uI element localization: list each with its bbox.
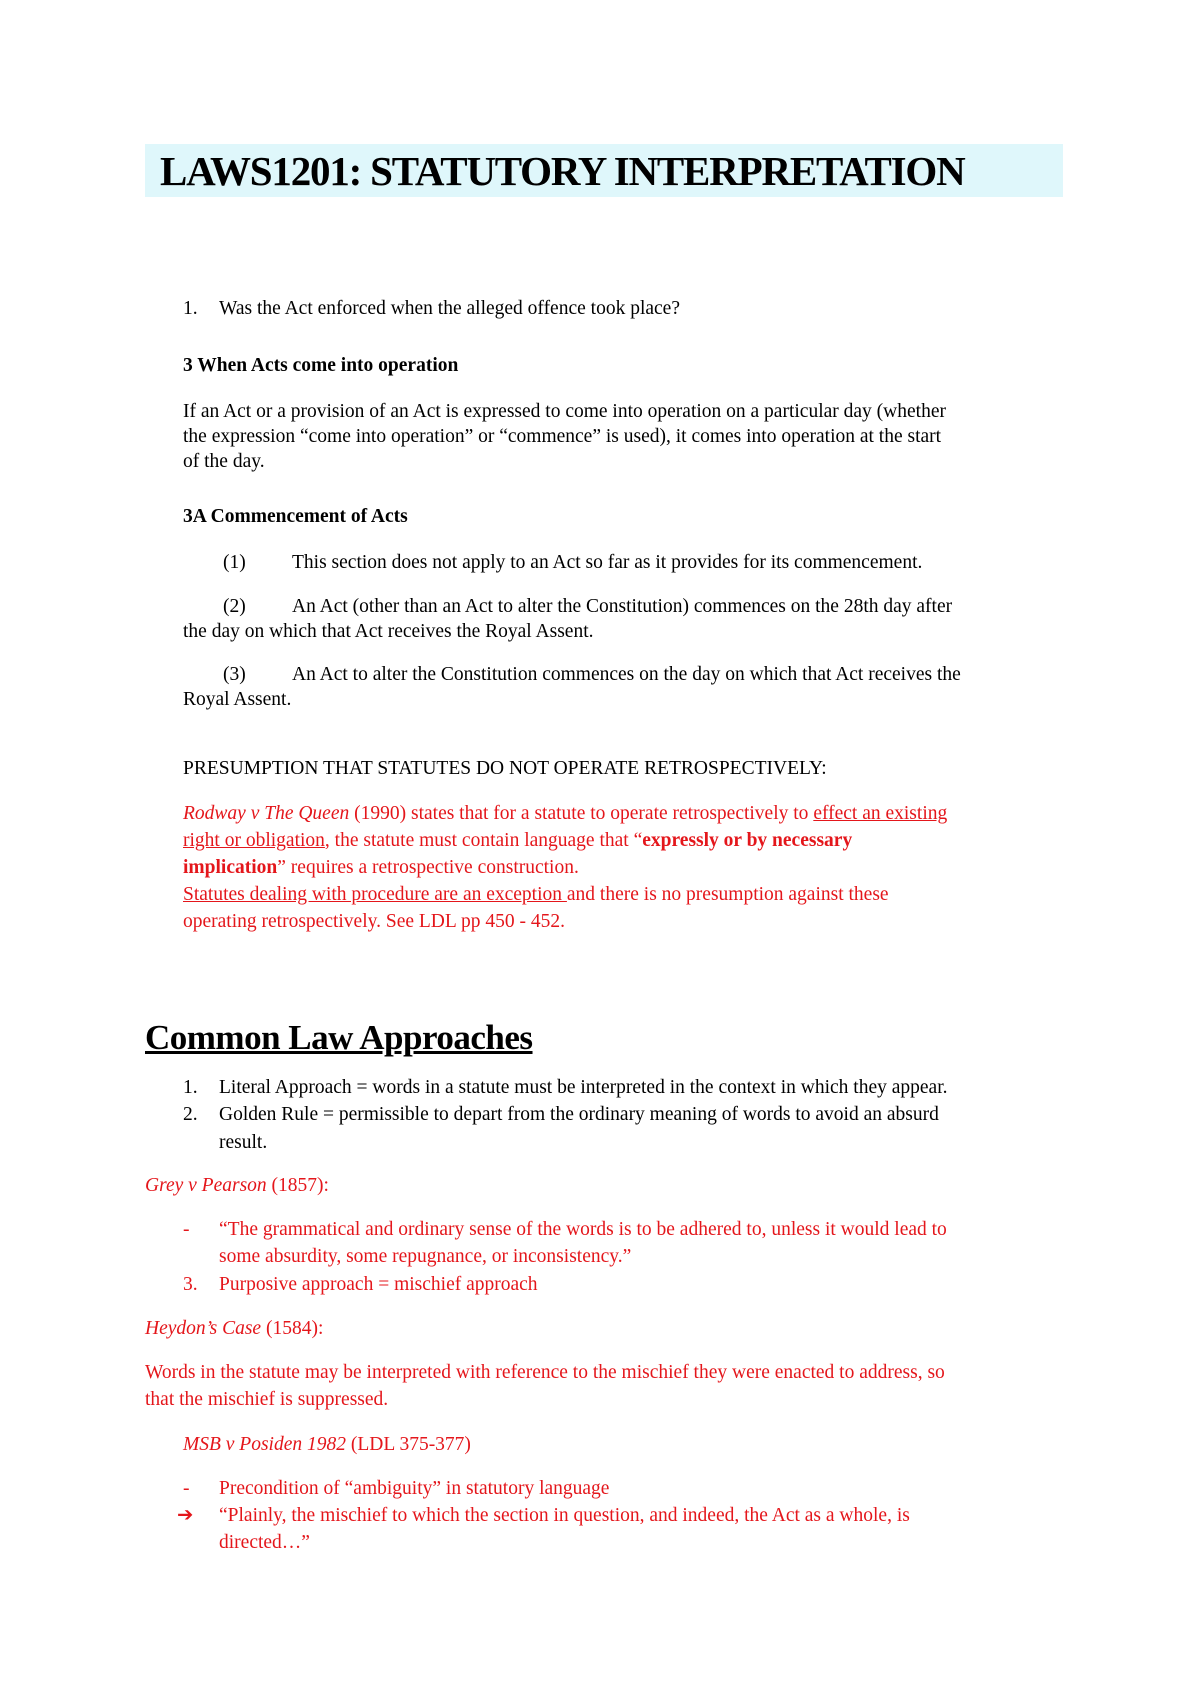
rodway-line-1 [183, 800, 947, 827]
case-name: Grey v Pearson [145, 1175, 267, 1196]
list-number: 3. [183, 1274, 198, 1295]
common-law-heading: Common Law Approaches [145, 1018, 533, 1057]
section-3-heading: 3 When Acts come into operation [183, 355, 459, 376]
section-3a-heading: 3A Commencement of Acts [183, 506, 408, 527]
rodway-line-3 [183, 854, 579, 881]
presumption-heading: PRESUMPTION THAT STATUTES DO NOT OPERATE RETROSPECTIVELY: [183, 758, 827, 779]
grey-quote: “The grammatical and ordinary sense of the words is to be adhered to, unless it would lead to [219, 1219, 947, 1240]
grey-case-line [145, 1172, 329, 1199]
subsection-text: Royal Assent. [183, 689, 292, 710]
heydon-text: Words in the statute may be interpreted with reference to the mischief they were enacted to address, so [145, 1362, 945, 1383]
msb-bullet: Precondition of “ambiguity” in statutory language [219, 1478, 610, 1499]
msb-quote: directed…” [219, 1532, 310, 1553]
bullet-dash: - [183, 1478, 190, 1499]
procedure-text: and there is no presumption against these [566, 884, 889, 905]
arrow-icon: ➔ [177, 1505, 194, 1526]
procedure-line-2: operating retrospectively. See LDL pp 450 - 452. [183, 911, 565, 932]
list-number: 2. [183, 1104, 198, 1125]
subsection-text: An Act (other than an Act to alter the Constitution) commences on the 28th day after [292, 596, 953, 617]
rodway-underlined: right or obligation [183, 830, 325, 851]
list-item: result. [219, 1132, 268, 1153]
procedure-line-1 [183, 881, 889, 908]
msb-case-line [183, 1431, 471, 1458]
bullet-dash: - [183, 1219, 190, 1240]
case-name: Rodway v The Queen [183, 803, 350, 824]
list-number: 1. [183, 1077, 198, 1098]
section-3-text: the expression “come into operation” or “commence” is used), it comes into operation at the start [183, 426, 942, 447]
heydon-text: that the mischief is suppressed. [145, 1389, 389, 1410]
rodway-text: ” requires a retrospective construction. [277, 857, 579, 878]
rodway-text: , the statute must contain language that “ [324, 830, 643, 851]
subsection-text: the day on which that Act receives the Royal Assent. [183, 621, 594, 642]
rodway-bold: implication [183, 857, 278, 878]
rodway-line-2 [183, 827, 852, 854]
subsection-text: This section does not apply to an Act so far as it provides for its commencement. [292, 552, 923, 573]
rodway-bold: expressly or by necessary [642, 830, 853, 851]
case-year: (1857): [266, 1175, 329, 1196]
case-name: MSB v Posiden 1982 [183, 1434, 347, 1455]
msb-quote: “Plainly, the mischief to which the section in question, and indeed, the Act as a whole, is [219, 1505, 910, 1526]
question-text: Was the Act enforced when the alleged offence took place? [219, 298, 680, 319]
list-item: Literal Approach = words in a statute must be interpreted in the context in which they appear. [219, 1077, 948, 1098]
subsection-number: (2) [223, 596, 246, 617]
list-item: Purposive approach = mischief approach [219, 1274, 538, 1295]
list-number: 1. [183, 298, 198, 319]
rodway-text: (1990) states that for a statute to operate retrospectively to [349, 803, 814, 824]
case-name: Heydon’s Case [145, 1318, 262, 1339]
subsection-text: An Act to alter the Constitution commences on the day on which that Act receives the [292, 664, 961, 685]
grey-quote: some absurdity, some repugnance, or inconsistency.” [219, 1246, 632, 1267]
subsection-number: (1) [223, 552, 246, 573]
heydon-case-line [145, 1315, 323, 1342]
document-title: LAWS1201: STATUTORY INTERPRETATION [160, 148, 965, 194]
list-item: Golden Rule = permissible to depart from the ordinary meaning of words to avoid an absurd [219, 1104, 939, 1125]
case-year: (1584): [261, 1318, 324, 1339]
section-3-text: of the day. [183, 451, 265, 472]
section-3-text: If an Act or a provision of an Act is expressed to come into operation on a particular day (whether [183, 401, 946, 422]
subsection-number: (3) [223, 664, 246, 685]
rodway-underlined: effect an existing [813, 803, 948, 824]
procedure-underlined: Statutes dealing with procedure are an exception [183, 884, 567, 905]
case-reference: (LDL 375-377) [346, 1434, 471, 1455]
